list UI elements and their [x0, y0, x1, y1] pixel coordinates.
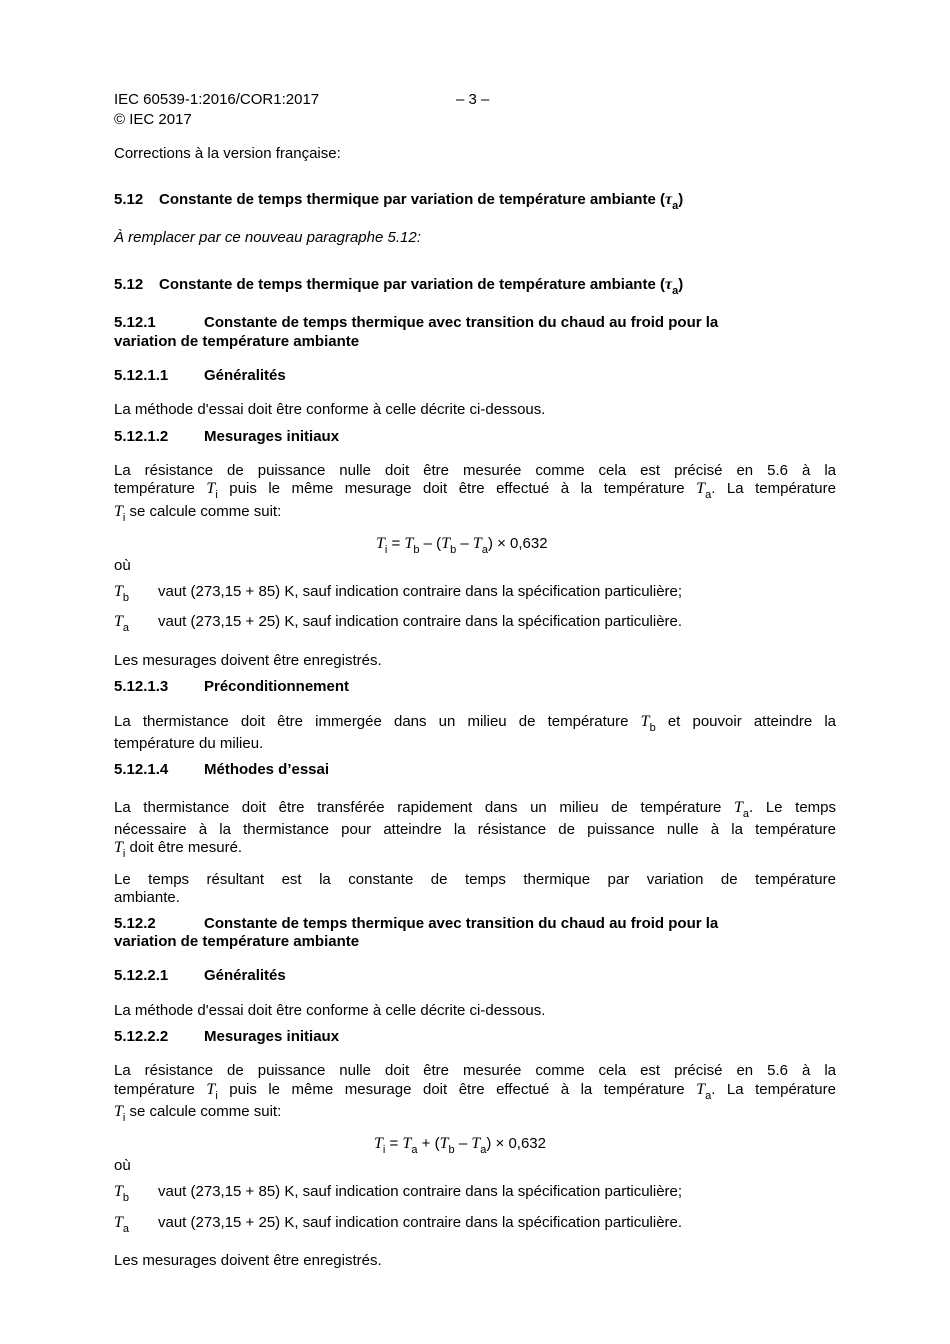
formula-2: $T_i = T_a + (T_b - T_a) \times 0,632$	[374, 1135, 546, 1156]
definition-Ta: $T_a$ vaut (273,15 + 25) K, sauf indication contraire dans la spécification particulière.	[114, 613, 683, 634]
heading-5-12-1-2: 5.12.1.2 Mesurages initiaux	[114, 428, 340, 445]
tau-symbol: τ	[664, 276, 673, 293]
paragraph-5-12-2-1: La méthode d'essai doit être conforme à celle décrite ci-dessous.	[114, 1002, 546, 1019]
heading-5-12-1-4: 5.12.1.4 Méthodes d’essai	[114, 761, 330, 778]
heading-5-12-2-1: 5.12.2.1 Généralités	[114, 967, 286, 984]
paragraph-5-12-2-2-line1: La résistance de puissance nulle doit être mesurée comme cela est précisé en 5.6 à la	[114, 1062, 836, 1079]
tau-symbol: τ	[664, 191, 673, 208]
intro-text: Corrections à la version française:	[114, 145, 341, 162]
paragraph-5-12-2-2-line3: $T_i$ se calcule comme suit:	[114, 1103, 282, 1124]
paragraph-5-12-1-3-line2: température du milieu.	[114, 735, 264, 752]
paragraph-5-12-2-2-line2: température $T_i$ puis le même mesurage doit être effectué à la température $T_a$. La température	[114, 1081, 836, 1102]
definition-Tb: $T_b$ vaut (273,15 + 85) K, sauf indication contraire dans la spécification particulière;	[114, 583, 683, 604]
heading-5-12-1: 5.12.1 Constante de temps thermique avec transition du chaud au froid pour la	[114, 314, 719, 331]
paragraph-5-12-1-4-line1: La thermistance doit être transférée rapidement dans un milieu de température $T_a$. Le temps	[114, 799, 836, 820]
paragraph-5-12-1-3-line1: La thermistance doit être immergée dans un milieu de température $T_b$ et pouvoir atteindre la	[114, 713, 837, 734]
paragraph-5-12-1-4-line2: nécessaire à la thermistance pour atteindre la résistance de puissance nulle à la température	[114, 821, 836, 838]
heading-5-12-2-2: 5.12.2.2 Mesurages initiaux	[114, 1028, 340, 1045]
where-label-2: où	[114, 1157, 131, 1174]
heading-5-12-1-line2: variation de température ambiante	[114, 333, 360, 350]
document-id: IEC 60539-1:2016/COR1:2017	[114, 91, 320, 108]
paragraph-5-12-1-1: La méthode d'essai doit être conforme à celle décrite ci-dessous.	[114, 401, 546, 418]
page-number: – 3 –	[456, 91, 490, 108]
paragraph-result-line2: ambiante.	[114, 889, 180, 906]
heading-5-12-1-3: 5.12.1.3 Préconditionnement	[114, 678, 350, 695]
paragraph-recorded: Les mesurages doivent être enregistrés.	[114, 652, 382, 669]
paragraph-recorded-2: Les mesurages doivent être enregistrés.	[114, 1252, 382, 1269]
paragraph-5-12-1-2-line1: La résistance de puissance nulle doit être mesurée comme cela est précisé en 5.6 à la	[114, 462, 836, 479]
definition-Ta-2: $T_a$ vaut (273,15 + 25) K, sauf indication contraire dans la spécification particulière.	[114, 1214, 683, 1235]
paragraph-5-12-1-2-line3: $T_i$ se calcule comme suit:	[114, 503, 282, 524]
formula-1: $T_i = T_b - (T_b - T_a) \times 0,632$	[376, 535, 548, 556]
heading-5-12-2-line2: variation de température ambiante	[114, 933, 360, 950]
replace-note: À remplacer par ce nouveau paragraphe 5.12:	[114, 229, 421, 246]
definition-Tb-2: $T_b$ vaut (273,15 + 85) K, sauf indication contraire dans la spécification particulière;	[114, 1183, 683, 1204]
heading-5-12-1-1: 5.12.1.1 Généralités	[114, 367, 286, 384]
heading-5-12-new: 5.12 Constante de temps thermique par variation de température ambiante $(\tau_a)$	[114, 276, 684, 297]
paragraph-5-12-1-2-line2: température $T_i$ puis le même mesurage doit être effectué à la température $T_a$. La température	[114, 480, 836, 501]
copyright: © IEC 2017	[114, 111, 192, 128]
paragraph-result-line1: Le temps résultant est la constante de temps thermique par variation de température	[114, 871, 836, 888]
where-label: où	[114, 557, 131, 574]
heading-5-12-2: 5.12.2 Constante de temps thermique avec transition du chaud au froid pour la	[114, 915, 719, 932]
paragraph-5-12-1-4-line3: $T_i$ doit être mesuré.	[114, 839, 243, 860]
heading-5-12: 5.12 Constante de temps thermique par variation de température ambiante $(\tau_a)$	[114, 191, 684, 212]
